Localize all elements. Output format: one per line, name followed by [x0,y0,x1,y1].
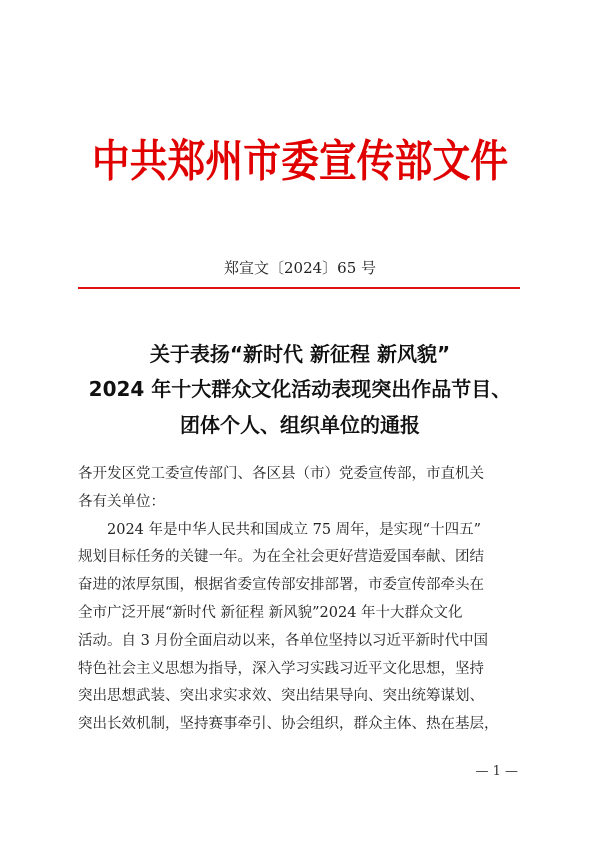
salutation-line: 各开发区党工委宣传部门、各区县（市）党委宣传部，市直机关 [78,466,484,482]
page-number: — 1 — [475,764,518,779]
paragraph-line: 规划目标任务的关键一年。为在全社会更好营造爱国奉献、团结 [78,549,484,566]
red-divider-line [78,287,520,289]
title-line-2: 2024 年十大群众文化活动表现突出作品节目、 [88,377,512,401]
paragraph-line: 突出长效机制，坚持赛事牵引、协会组织，群众主体、热在基层， [78,716,499,733]
salutation [78,461,522,739]
masthead-title: 中共郑州市委宣传部文件 [91,136,509,187]
paragraph-line: 2024 年是中华人民共和国成立 75 周年，是实现“十四五” [107,521,482,538]
paragraph-line: 奋进的浓厚氛围，根据省委宣传部安排部署，市委宣传部牵头在 [78,577,484,594]
document-number: 郑宣文〔2024〕65 号 [223,259,377,277]
paragraph-line: 活动。自 3 月份全面启动以来，各单位坚持以习近平新时代中国 [78,632,488,649]
title-line-1: 关于表扬“新时代 新征程 新风貌” [149,342,451,366]
title-line-3: 团体个人、组织单位的通报 [180,413,420,437]
paragraph-line: 全市广泛开展“新时代 新征程 新风貌”2024 年十大群众文化 [78,604,463,621]
salutation-line: 各有关单位： [78,493,165,510]
paragraph-line: 特色社会主义思想为指导，深入学习实践习近平文化思想，坚持 [78,660,484,677]
paragraph-line: 突出思想武装、突出求实求效、突出结果导向、突出统筹谋划、 [78,688,484,705]
